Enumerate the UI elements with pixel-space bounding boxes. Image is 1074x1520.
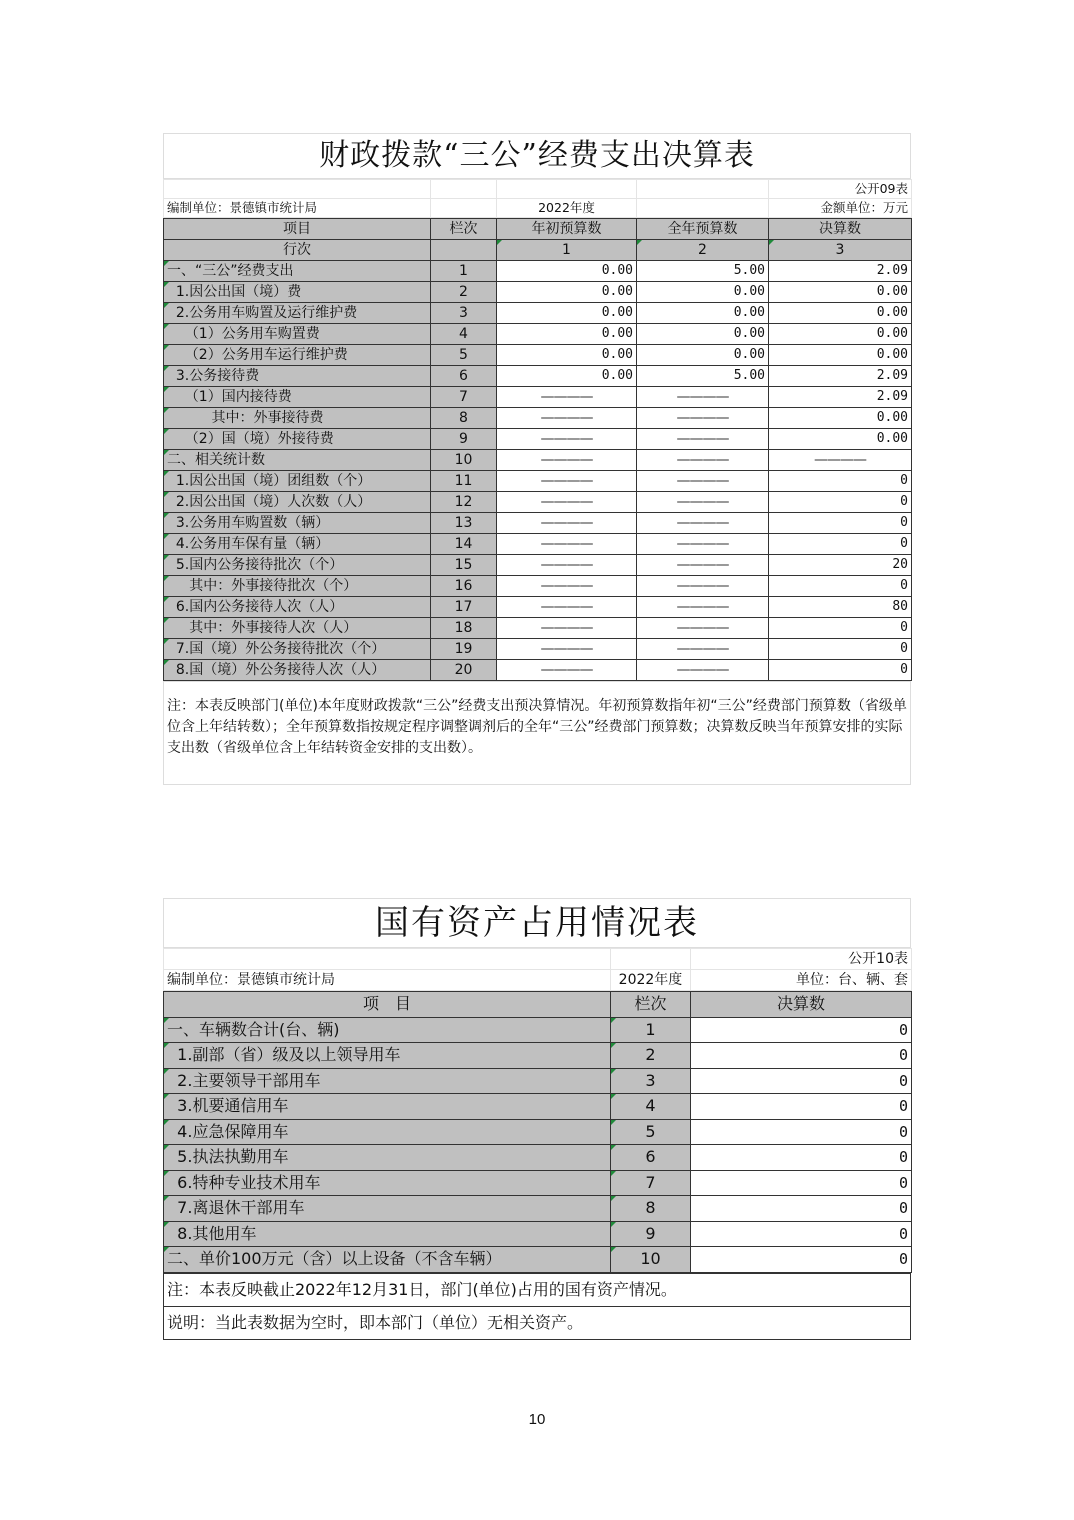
row-full-year-budget: ———— (637, 513, 769, 534)
table2-row (164, 1043, 912, 1069)
row-col-no: 10 (431, 450, 497, 471)
row-initial-budget: ———— (497, 429, 637, 450)
row-final-accounts: 0 (769, 576, 912, 597)
table2-year: 2022年度 (611, 970, 691, 991)
table2-body (164, 1017, 912, 1272)
table2-explain: 说明：当此表数据为空时，即本部门（单位）无相关资产。 (164, 1306, 911, 1339)
row-item: 一、车辆数合计(台、辆) (164, 1017, 611, 1043)
row-col-no: 7 (431, 387, 497, 408)
row-item: 1.因公出国（境）团组数（个） (164, 471, 431, 492)
row-full-year-budget: ———— (637, 618, 769, 639)
header-item: 项 目 (164, 992, 611, 1018)
table1-row (164, 303, 912, 324)
row-initial-budget: ———— (497, 534, 637, 555)
subheader-label: 行次 (164, 240, 431, 261)
row-col-no: 13 (431, 513, 497, 534)
table1-row (164, 345, 912, 366)
row-col-no: 9 (611, 1221, 691, 1247)
row-col-no: 20 (431, 660, 497, 681)
row-full-year-budget: 5.00 (637, 366, 769, 387)
row-full-year-budget: ———— (637, 534, 769, 555)
row-full-year-budget: ———— (637, 597, 769, 618)
row-final-accounts: 0 (769, 618, 912, 639)
row-initial-budget: ———— (497, 492, 637, 513)
row-item: 8.其他用车 (164, 1221, 611, 1247)
row-col-no: 11 (431, 471, 497, 492)
row-col-no: 5 (431, 345, 497, 366)
row-col-no: 19 (431, 639, 497, 660)
table1-year: 2022年度 (497, 199, 637, 218)
row-item: 二、单价100万元（含）以上设备（不含车辆） (164, 1247, 611, 1273)
row-item: 7.离退休干部用车 (164, 1196, 611, 1222)
row-item: 3.公务用车购置数（辆） (164, 513, 431, 534)
row-initial-budget: 0.00 (497, 366, 637, 387)
table1-row (164, 660, 912, 681)
row-full-year-budget: 0.00 (637, 282, 769, 303)
table1-title: 财政拨款“三公”经费支出决算表 (163, 133, 911, 179)
row-col-no: 10 (611, 1247, 691, 1273)
table1-row (164, 408, 912, 429)
row-col-no: 2 (431, 282, 497, 303)
row-final-accounts: 0 (691, 1196, 912, 1222)
row-item: 4.应急保障用车 (164, 1119, 611, 1145)
table1-row (164, 534, 912, 555)
subheader-col-3: 3 (769, 240, 912, 261)
row-final-accounts: 0 (691, 1068, 912, 1094)
row-initial-budget: ———— (497, 408, 637, 429)
row-initial-budget: ———— (497, 597, 637, 618)
row-initial-budget: ———— (497, 387, 637, 408)
row-item: 1.因公出国（境）费 (164, 282, 431, 303)
row-col-no: 5 (611, 1119, 691, 1145)
row-item: 1.副部（省）级及以上领导用车 (164, 1043, 611, 1069)
header-col-no: 栏次 (611, 992, 691, 1018)
row-col-no: 14 (431, 534, 497, 555)
header-col-no: 栏次 (431, 219, 497, 240)
row-initial-budget: ———— (497, 576, 637, 597)
row-col-no: 16 (431, 576, 497, 597)
row-initial-budget: 0.00 (497, 324, 637, 345)
table2-row (164, 1119, 912, 1145)
row-full-year-budget: 0.00 (637, 324, 769, 345)
row-initial-budget: ———— (497, 555, 637, 576)
row-item: 8.国（境）外公务接待人次（人） (164, 660, 431, 681)
row-initial-budget: 0.00 (497, 303, 637, 324)
row-initial-budget: ———— (497, 471, 637, 492)
row-col-no: 1 (431, 261, 497, 282)
row-col-no: 4 (431, 324, 497, 345)
row-final-accounts: ———— (769, 450, 912, 471)
row-item: 6.国内公务接待人次（人） (164, 597, 431, 618)
table1-row (164, 387, 912, 408)
row-full-year-budget: 0.00 (637, 345, 769, 366)
row-full-year-budget: 5.00 (637, 261, 769, 282)
row-col-no: 8 (611, 1196, 691, 1222)
row-item: 3.机要通信用车 (164, 1094, 611, 1120)
table1-form-no: 公开09表 (769, 180, 912, 199)
table2-row (164, 1017, 912, 1043)
state-assets-sheet (163, 898, 911, 1340)
table1-row (164, 261, 912, 282)
table1-grid (163, 218, 912, 681)
row-item: （2）国（境）外接待费 (164, 429, 431, 450)
row-initial-budget: 0.00 (497, 282, 637, 303)
row-full-year-budget: ———— (637, 660, 769, 681)
row-final-accounts: 0.00 (769, 345, 912, 366)
row-col-no: 9 (431, 429, 497, 450)
row-final-accounts: 2.09 (769, 387, 912, 408)
table1-note: 注：本表反映部门(单位)本年度财政拨款“三公”经费支出预决算情况。年初预算数指年初“三公”经费部门预算数（省级单位含上年结转数）；全年预算数指按规定程序调整调剂后的全年“三公”经费部门预算数；决算数反映当年预算安排的实际支出数（省级单位含上年结转资金安排的支出数）。 (163, 681, 911, 785)
table1-row (164, 492, 912, 513)
table2-row (164, 1068, 912, 1094)
row-full-year-budget: ———— (637, 471, 769, 492)
row-full-year-budget: 0.00 (637, 303, 769, 324)
table1-row (164, 366, 912, 387)
row-final-accounts: 0 (691, 1119, 912, 1145)
table2-form-no: 公开10表 (691, 949, 912, 970)
row-full-year-budget: ———— (637, 450, 769, 471)
row-final-accounts: 0 (691, 1145, 912, 1171)
page-number: 10 (528, 1411, 546, 1428)
row-full-year-budget: ———— (637, 639, 769, 660)
row-final-accounts: 0 (691, 1094, 912, 1120)
row-final-accounts: 0 (691, 1170, 912, 1196)
table1-row (164, 282, 912, 303)
row-final-accounts: 0 (769, 639, 912, 660)
row-final-accounts: 0.00 (769, 429, 912, 450)
table2-row (164, 1247, 912, 1273)
table1-subheader-row (164, 240, 912, 261)
row-final-accounts: 0 (691, 1247, 912, 1273)
table1-row (164, 513, 912, 534)
row-col-no: 6 (611, 1145, 691, 1171)
header-item: 项目 (164, 219, 431, 240)
row-final-accounts: 80 (769, 597, 912, 618)
subheader-col-1: 1 (497, 240, 637, 261)
row-item: 6.特种专业技术用车 (164, 1170, 611, 1196)
header-final-accounts: 决算数 (769, 219, 912, 240)
table1-body (164, 261, 912, 681)
table1-unit-label: 编制单位：景德镇市统计局 (164, 199, 431, 218)
row-full-year-budget: ———— (637, 387, 769, 408)
row-item: 4.公务用车保有量（辆） (164, 534, 431, 555)
table2-notes (163, 1273, 911, 1340)
row-col-no: 4 (611, 1094, 691, 1120)
table2-grid (163, 991, 912, 1273)
row-full-year-budget: ———— (637, 492, 769, 513)
row-item: 2.因公出国（境）人次数（人） (164, 492, 431, 513)
row-col-no: 3 (431, 303, 497, 324)
table2-row (164, 1170, 912, 1196)
row-item: 其中：外事接待人次（人） (164, 618, 431, 639)
row-item: 其中：外事接待批次（个） (164, 576, 431, 597)
row-item: 其中：外事接待费 (164, 408, 431, 429)
table2-title: 国有资产占用情况表 (163, 898, 911, 948)
row-item: 一、“三公”经费支出 (164, 261, 431, 282)
table1-row (164, 471, 912, 492)
table1-row (164, 450, 912, 471)
row-item: 二、相关统计数 (164, 450, 431, 471)
row-final-accounts: 0 (691, 1017, 912, 1043)
table2-row (164, 1094, 912, 1120)
row-initial-budget: 0.00 (497, 261, 637, 282)
row-final-accounts: 2.09 (769, 366, 912, 387)
row-item: 2.主要领导干部用车 (164, 1068, 611, 1094)
row-col-no: 18 (431, 618, 497, 639)
row-item: （1）国内接待费 (164, 387, 431, 408)
row-final-accounts: 0 (769, 513, 912, 534)
table1-row (164, 597, 912, 618)
row-item: 7.国（境）外公务接待批次（个） (164, 639, 431, 660)
row-initial-budget: ———— (497, 618, 637, 639)
header-final-accounts: 决算数 (691, 992, 912, 1018)
row-item: 2.公务用车购置及运行维护费 (164, 303, 431, 324)
table2-unit-label: 编制单位：景德镇市统计局 (164, 970, 611, 991)
row-final-accounts: 0 (691, 1043, 912, 1069)
subheader-col-2: 2 (637, 240, 769, 261)
row-col-no: 2 (611, 1043, 691, 1069)
table1-amount-unit: 金额单位：万元 (769, 199, 912, 218)
row-initial-budget: ———— (497, 639, 637, 660)
row-col-no: 12 (431, 492, 497, 513)
row-col-no: 8 (431, 408, 497, 429)
row-col-no: 7 (611, 1170, 691, 1196)
table1-row (164, 555, 912, 576)
row-initial-budget: 0.00 (497, 345, 637, 366)
table2-row (164, 1221, 912, 1247)
row-item: 5.执法执勤用车 (164, 1145, 611, 1171)
row-initial-budget: ———— (497, 660, 637, 681)
row-item: 5.国内公务接待批次（个） (164, 555, 431, 576)
row-final-accounts: 0 (769, 534, 912, 555)
table1-row (164, 324, 912, 345)
row-item: （1）公务用车购置费 (164, 324, 431, 345)
row-col-no: 1 (611, 1017, 691, 1043)
row-final-accounts: 0.00 (769, 303, 912, 324)
three-public-expenses-sheet (163, 133, 911, 785)
row-final-accounts: 0 (769, 492, 912, 513)
table2-row (164, 1145, 912, 1171)
row-full-year-budget: ———— (637, 429, 769, 450)
row-item: （2）公务用车运行维护费 (164, 345, 431, 366)
row-final-accounts: 0.00 (769, 324, 912, 345)
row-col-no: 6 (431, 366, 497, 387)
table1-meta (163, 179, 912, 218)
row-initial-budget: ———— (497, 513, 637, 534)
row-initial-budget: ———— (497, 450, 637, 471)
table1-header-row (164, 219, 912, 240)
row-full-year-budget: ———— (637, 576, 769, 597)
row-final-accounts: 0.00 (769, 408, 912, 429)
row-final-accounts: 0 (769, 471, 912, 492)
row-item: 3.公务接待费 (164, 366, 431, 387)
header-initial-budget: 年初预算数 (497, 219, 637, 240)
table2-amount-unit: 单位：台、辆、套 (691, 970, 912, 991)
header-full-year-budget: 全年预算数 (637, 219, 769, 240)
table2-row (164, 1196, 912, 1222)
table1-row (164, 618, 912, 639)
row-col-no: 15 (431, 555, 497, 576)
row-full-year-budget: ———— (637, 555, 769, 576)
row-final-accounts: 0.00 (769, 282, 912, 303)
table1-row (164, 576, 912, 597)
table2-note: 注：本表反映截止2022年12月31日，部门(单位)占用的国有资产情况。 (164, 1273, 911, 1306)
table1-row (164, 639, 912, 660)
row-final-accounts: 0 (769, 660, 912, 681)
table2-meta (163, 948, 912, 991)
row-col-no: 3 (611, 1068, 691, 1094)
table2-header-row (164, 992, 912, 1018)
row-col-no: 17 (431, 597, 497, 618)
row-final-accounts: 0 (691, 1221, 912, 1247)
row-final-accounts: 20 (769, 555, 912, 576)
table1-row (164, 429, 912, 450)
row-final-accounts: 2.09 (769, 261, 912, 282)
row-full-year-budget: ———— (637, 408, 769, 429)
